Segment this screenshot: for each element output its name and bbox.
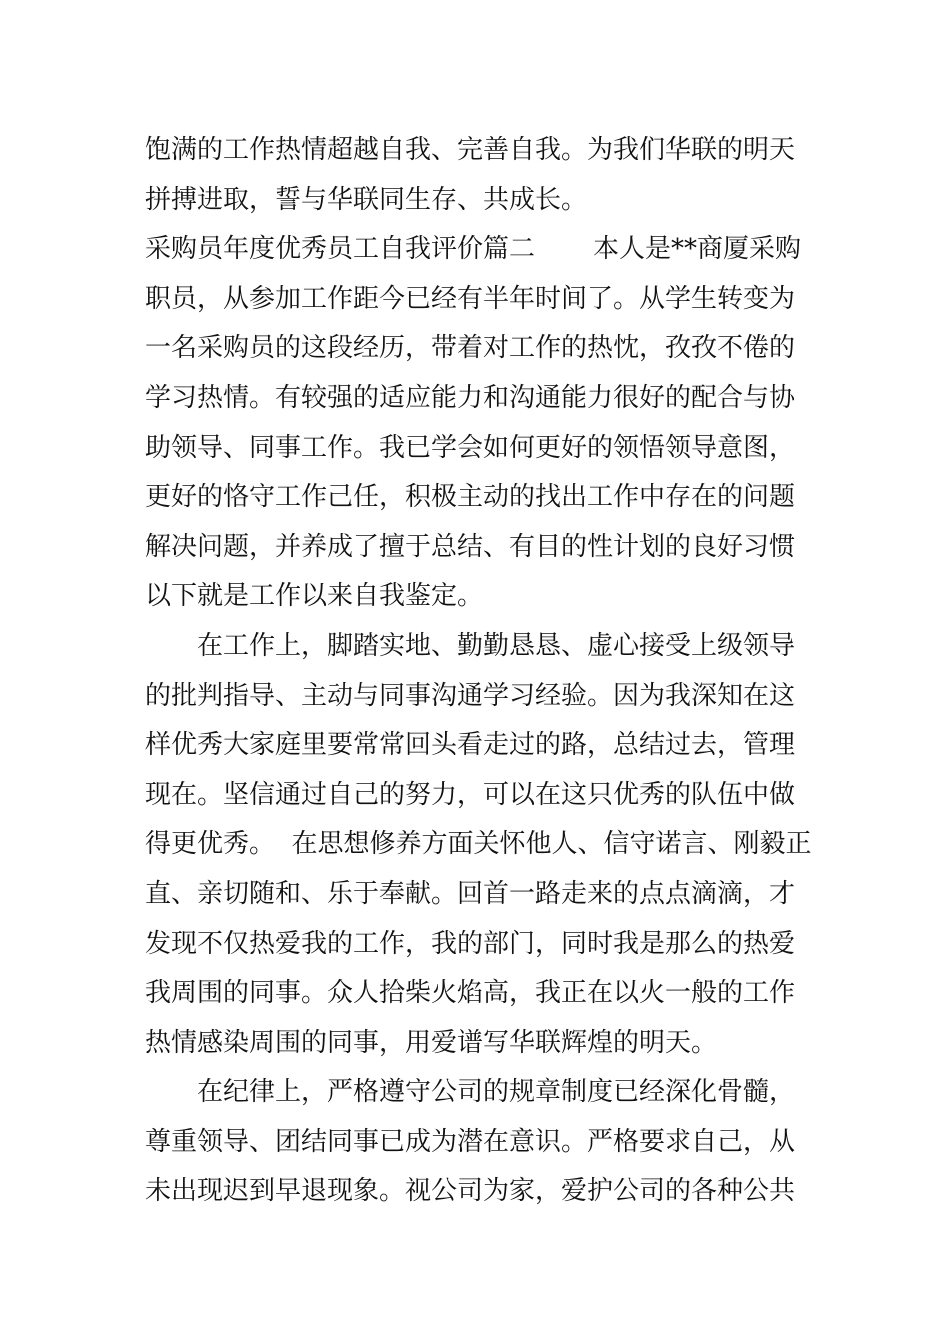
text-line: 热情感染周围的同事，用爱谱写华联辉煌的明天。 <box>145 1027 718 1058</box>
text-line: 以下就是工作以来自我鉴定。 <box>145 581 484 612</box>
document-body <box>145 126 815 1217</box>
text-line: 我周围的同事。众人拾柴火焰高，我正在以火一般的工作 <box>145 978 796 1009</box>
text-line: 直、亲切随和、乐于奉献。回首一路走来的点点滴滴，才 <box>145 878 796 909</box>
text-line: 饱满的工作热情超越自我、完善自我。为我们华联的明天 <box>145 135 796 165</box>
text-line: 学习热情。有较强的适应能力和沟通能力很好的配合与协 <box>145 382 796 413</box>
text-line: 更好的恪守工作己任，积极主动的找出工作中存在的问题 <box>145 482 796 513</box>
section-heading-line <box>145 225 815 275</box>
section-title: 采购员年度优秀员工自我评价篇二 <box>145 234 536 265</box>
text-line: 职员，从参加工作距今已经有半年时间了。从学生转变为 <box>145 283 796 314</box>
text-line: 现在。坚信通过自己的努力，可以在这只优秀的队伍中做 <box>145 779 796 810</box>
paragraph-first-line: 在纪律上，严格遵守公司的规章制度已经深化骨髓， <box>197 1077 796 1108</box>
text-line: 得更优秀。 在思想修养方面关怀他人、信守诺言、刚毅正 <box>145 829 812 860</box>
paragraph-first-line: 在工作上，脚踏实地、勤勤恳恳、虚心接受上级领导 <box>197 630 796 661</box>
text-line: 发现不仅热爱我的工作，我的部门，同时我是那么的热爱 <box>145 928 796 959</box>
intro-start-text: 本人是**商厦采购 <box>593 234 802 265</box>
text-line: 样优秀大家庭里要常常回头看走过的路，总结过去，管理 <box>145 730 796 761</box>
text-line: 尊重领导、团结同事已成为潜在意识。严格要求自己，从 <box>145 1126 796 1157</box>
text-line: 未出现迟到早退现象。视公司为家，爱护公司的各种公共 <box>145 1176 796 1207</box>
text-line: 解决问题，并养成了擅于总结、有目的性计划的良好习惯 <box>145 531 796 562</box>
text-line: 助领导、同事工作。我已学会如何更好的领悟领导意图， <box>145 432 796 463</box>
text-line: 的批判指导、主动与同事沟通学习经验。因为我深知在这 <box>145 680 796 711</box>
text-line: 拼搏进取，誓与华联同生存、共成长。 <box>145 184 588 215</box>
text-line: 一名采购员的这段经历，带着对工作的热忱，孜孜不倦的 <box>145 333 796 364</box>
